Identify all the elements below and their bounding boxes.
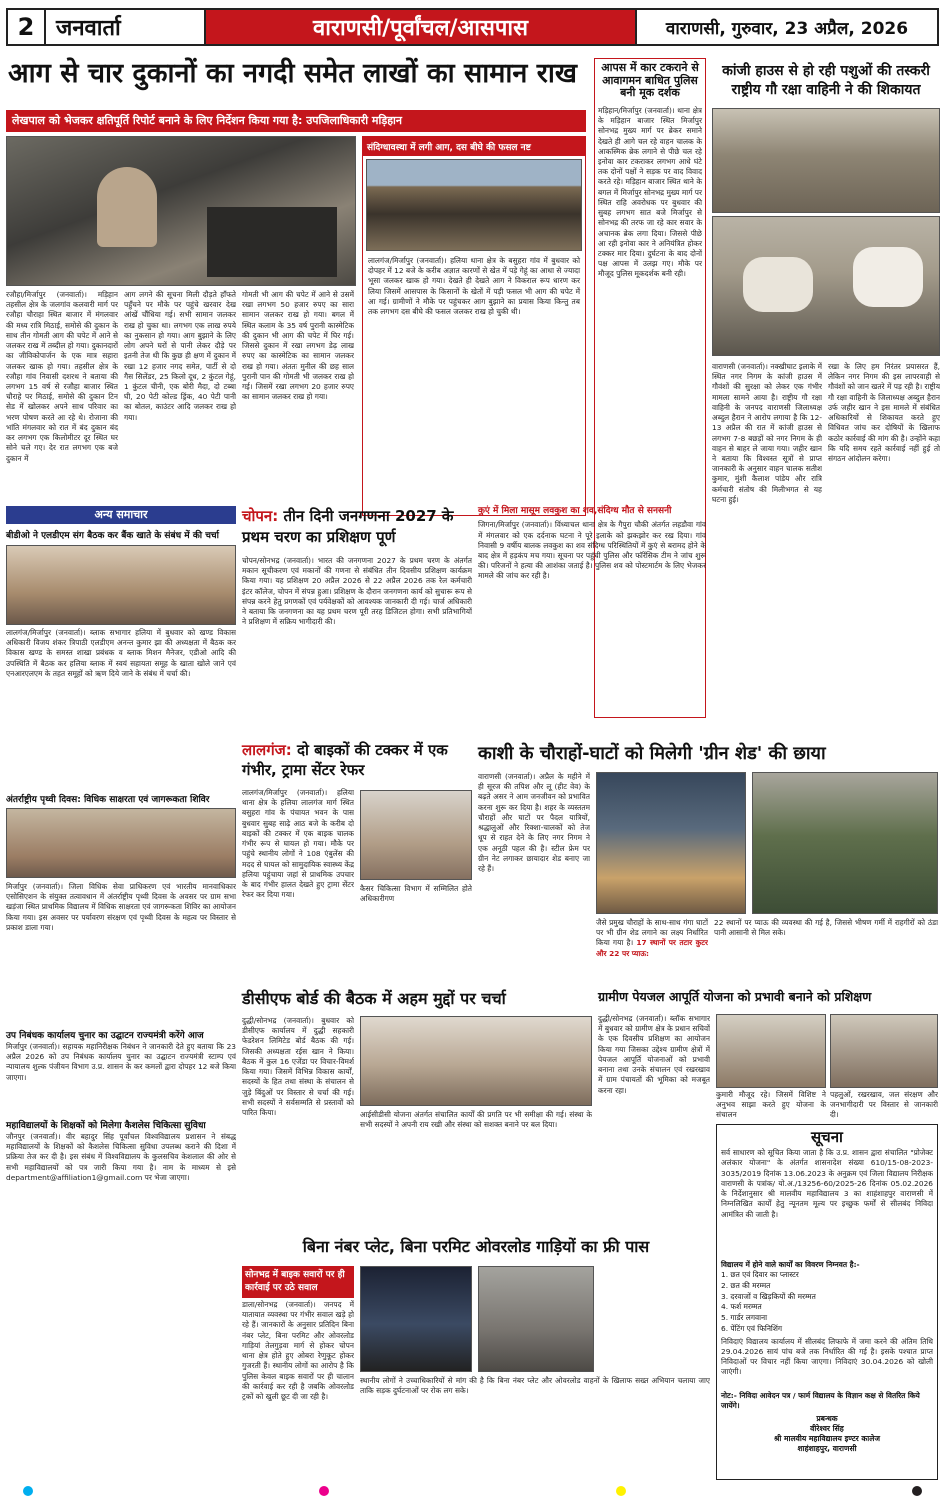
kashi-caption-2: 22 स्थानों पर प्याऊ की व्यवस्था की गई है, जिससे भीषण गर्मी में राहगीरों को ठंडा पानी आसानी से मिल सके। <box>714 918 938 938</box>
notice-text: सर्व साधारण को सूचित किया जाता है कि उ.प्र. शासन द्वारा संचालित "प्रोजेक्ट अलंकार योजना" के अंतर्गत शासनादेश संख्या 610/15-08-2023-3035/2019 दिनांक 13.06.2023 के अनुक्रम एवं जिला विद्यालय निरीक्षक वाराणसी के पत्रांक/ यो.अ./13256-60/2025-26 दिनांक 05.02.2026 के निर्देशानुसार श्री मालवीय महाविद्यालय 3 का शाहंशाहपुर वाराणसी में निम्नलिखित कार्यों हेतु न्यूनतम मूल्य पर इच्छुक फर्मों से सीलबंद निविदा आमंत्रित की जाती है। <box>721 1148 933 1219</box>
notice-text-2: निविदाएं विद्यालय कार्यालय में सीलबंद लिफाफे में जमा करने की अंतिम तिथि 29.04.2026 सायं पांच बजे तक निर्धारित की गई है। इसके पश्चात प्राप्त निविदाओं पर विचार नहीं किया जाएगा। निविदाएं 30.04.2026 को खोली जाएंगी। <box>721 1336 933 1377</box>
lalganj-headline <box>242 740 472 780</box>
dcf-headline: डीसीएफ बोर्ड की बैठक में अहम मुद्दों पर चर्चा <box>242 989 506 1008</box>
car-headline: आपस में कार टकराने से आवागमन बाधित पुलिस बनी मूक दर्शक <box>601 61 699 100</box>
census-headline-accent: चोपन: <box>242 507 279 525</box>
dateline: वाराणसी, गुरुवार, 23 अप्रैल, 2026 <box>665 18 909 39</box>
masthead <box>6 8 939 46</box>
lalganj-headline-rest: दो बाइकों की टक्कर में एक गंभीर, ट्रामा सेंटर रेफर <box>242 741 448 779</box>
other-item-2-title: अंतर्राष्ट्रीय पृथ्वी दिवस: विधिक साक्षरता एवं जागरूकता शिविर <box>6 795 210 805</box>
census-text: चोपन/सोनभद्र (जनवार्ता)। भारत की जनगणना 2027 के प्रथम चरण के अंतर्गत मकान सूचीकरण एवं मकानों की गणना से संबंधित तीन दिवसीय प्रशिक्षण कार्यक्रम किया गया। यह प्रशिक्षण 20 अप्रैल 2026 से 22 अप्रैल 2026 तक रेल कर्मचारी इंटर कॉलेज, चोपन में संपन्न हुआ। प्रशिक्षण के दौरान जनगणना कार्य को सुचारू रूप से संपन्न करने हेतु प्रगणकों एवं पर्यवेक्षकों को आवश्यक जानकारी दी गई। चार्ज अधिकारी ने बताया कि जनगणना का यह प्रथम चरण पूरी तरह डिजिटल होगा। सभी प्रतिभागियों ने प्रशिक्षण में सक्रिय भागीदारी की। <box>242 556 472 627</box>
water-caption-1: कुमारी मौजूद रहे। जिसमें विशिष्ट ने अनुभव साझा करते हुए योजना के संचालन <box>716 1090 826 1120</box>
other-news-bar: अन्य समाचार <box>6 506 236 524</box>
other-item-1-photo <box>6 545 236 625</box>
other-item-2-photo <box>6 808 236 878</box>
water-photo-1 <box>716 1014 826 1088</box>
paper-name: जनवार्ता <box>56 15 121 41</box>
lead-deck: लेखपाल को भेजकर क्षतिपूर्ति रिपोर्ट बनाने के लिए निर्देशन किया गया है: उपजिलाधिकारी मड़िहान <box>6 110 586 132</box>
water-caption-2: पहलुओं, रखरखाव, जल संरक्षण और जनभागीदारी पर विस्तार से जानकारी दी। <box>830 1090 938 1120</box>
kanji-col-1: वाराणसी (जनवार्ता)। नक्खीघाट इलाके में स्थित नगर निगम के कांजी हाउस में गौवंशों की सुरक्षा को लेकर एक गंभीर मामला सामने आया है। राष्ट्रीय गौ रक्षा वाहिनी के जनपद वाराणसी जिलाध्यक्ष अब्दुल हैरान ने आरोप लगाया है कि 12-13 अप्रैल की रात में कांजी हाउस से लगभग 7-8 बछड़ों को नगर निगम के ही वाहन से बाहर ले जाया गया। जहीर खान ने बताया कि विश्वस्त सूत्रों से प्राप्त जानकारी के अनुसार वाहन चालक सतीश कुमार, मुंशी कैलाश पांडेय और रात्रि कर्मचारी संतोष की मिलीभगत से यह घटना हुई। <box>712 362 822 504</box>
kashi-text: वाराणसी (जनवार्ता)। अप्रैल के महीने में ही सूरज की तपिश और लू (हीट वेव) के बढ़ते असर ने आम जनजीवन को प्रभावित करना शुरू कर दिया है। शहर के व्यस्ततम चौराहों और घाटों पर पैदल यात्रियों, श्रद्धालुओं और रिक्शा-चालकों को तेज धूप से राहत देने के लिए नगर निगम ने एक अनूठी पहल की है। स्टील फ्रेम पर ग्रीन नेट लगाकर छायादार शेड बनाए जा रहे हैं। <box>478 772 590 873</box>
well-headline: कुएं में मिला मासूम लवकुश का शव,संदिग्ध मौत से सनसनी <box>478 506 672 516</box>
vehicles-photo-1 <box>360 1266 472 1372</box>
lead-col-2: आग लगने की सूचना मिली दौड़ते हाँफते पहुँचने पर मौके पर पहुंचे खरवार देख आंखें चौंधिया गई। सभी सामान जलकर राख हो चुका था। लगभग एक लाख रुपये का नुकसान हो गया। आग बुझाने के लिए लोग अपने घरों से पानी लेकर दौड़े पर इतनी तेज थी कि कुछ ही क्षण में दुकान में रखा 12 हजार नगद समेत, पार्टी से दो गैस सिलेंडर, 25 किलो दूध, 2 कुंटल गेहूं, 1 कुंटल चीनी, एक बोरी मैदा, दो टब्बा घी, 20 पेटी कोल्ड ड्रिंक, 40 पेटी पानी का बोतल, काउंटर आदि जलकर राख हो गया। <box>124 290 236 422</box>
dcf-text: दुद्धी/सोनभद्र (जनवार्ता)। बुधवार को डीसीएफ कार्यालय में दुद्धी सहकारी फेडरेशन लिमिटेड बोर्ड बैठक की गई। जिसकी अध्यक्षता रईस खान ने किया। बैठक में कुल 16 एजेंडा पर विचार-विमर्श किया गया। जिसमें विभिन्न विकास कार्यों, सदस्यों के हित तथा संस्था के संचालन से जुड़े बिंदुओं पर विस्तार से चर्चा की गई। सभी सदस्यों ने सर्वसम्मति से प्रस्तावों को पारित किया। <box>242 1016 354 1117</box>
lead-col-1: रजौहा/मिर्जापुर (जनवार्ता)। मड़िहान तहसील क्षेत्र के जलगांव कलवारी मार्ग पर रजौहा चौराहा स्थित बाजार में मंगलवार की मध्य रात्रि मिठाई, समोसे की दुकान के साथ तीन गोमती आग की चपेट में आने से जलकर राख में तब्दील हो गया। दुकानदारों का जीविकोपार्जन के एक मात्र सहारा जलकर खाक हो गया। तहसील क्षेत्र के रजौहा गांव निवासी दशरथ ने बताया की लगभग 15 वर्ष से रजौहा बाजार स्थित चौराहे पर मिठाई, समोसे की दुकान टिन सेड में खोलकर अपने साथ परिवार का भरण पोषण करते आ रहे थे। रोजाना की भांति मंगलवार को रात में बंद दुकान बंद कर लगभग एक किलोमीटर दूर स्थित घर सोने चले गए। देर रात लगभग एक बजे दुकान में <box>6 290 118 463</box>
water-headline: ग्रामीण पेयजल आपूर्ति योजना को प्रभावी बनाने को प्रशिक्षण <box>598 989 872 1004</box>
lalganj-photo <box>360 790 472 880</box>
other-item-4-text: जौनपुर (जनवार्ता)। वीर बहादुर सिंह पूर्वांचल विश्वविद्यालय प्रशासन ने संबद्ध महाविद्यालयों के शिक्षकों को कैशलेस चिकित्सा सुविधा उपलब्ध कराने की दिशा में प्रक्रिया तेज कर दी है। इस संबंध में विश्वविद्यालय के कुलसचिव केशलाल की ओर से सभी महाविद्यालयों को पत्र जारी किया गया है। नाम के माध्यम से इसे department@affiliation1@gmail.com पर भेजा जाएगा। <box>6 1132 236 1182</box>
vehicles-text: डाला/सोनभद्र (जनवार्ता)। जनपद में यातायात व्यवस्था पर गंभीर सवाल खड़े हो रहे हैं। जानकारों के अनुसार प्रतिदिन बिना नंबर प्लेट, बिना परमिट और ओवरलोड गाड़ियां तेलगुड़वा मार्ग से होकर चोपन थाना क्षेत्र होते हुए ओबरा रेणुकूट होकर गुजरती हैं। स्थानीय लोगों का आरोप है कि पुलिस केवल बाइक सवारों पर ही चालान की कार्रवाई कर रही है जबकि ओवरलोड ट्रकों को खुली छूट दी जा रही है। <box>242 1300 354 1401</box>
kanji-photo-1 <box>712 108 940 213</box>
kashi-caption-1-red: 17 स्थानों पर तटार कुटर और 22 पर प्याऊ: <box>596 938 708 958</box>
color-dot <box>319 1486 329 1496</box>
dcf-photo <box>360 1016 592 1106</box>
kanji-photo-2 <box>712 216 940 356</box>
kanji-headline: कांजी हाउस से हो रही पशुओं की तस्करी राष्ट्रीय गौ रक्षा वाहिनी ने की शिकायत <box>722 63 930 98</box>
census-headline <box>242 506 472 548</box>
fire-sidebox <box>362 136 586 516</box>
sidebox-text: लालगंज/मिर्जापुर (जनवार्ता)। हलिया थाना क्षेत्र के बसुहरा गांव में बुधवार को दोपहर में 12 बजे के करीब अज्ञात कारणों से खेत में पड़े गेहूं का आधा से ज्यादा भूसा जलकर खाक हो गया। देखते ही देखते आग ने विकराल रूप धारण कर लिया जिसमें आसपास के किसानों के खेतों में पड़ी फसल भी आग की चपेट में आ गई। ग्रामीणों ने मौके पर पहुंचकर आग बुझाने का प्रयास किया किन्तु तब तक लगभग दस बीघे की फसल जलकर राख हो चुकी थी। <box>368 256 580 317</box>
notice-sign-name: वीरेश्वर सिंह <box>810 1423 844 1433</box>
well-story <box>478 506 706 734</box>
lalganj-headline-accent: लालगंज: <box>242 741 292 759</box>
lead-col-3: गोमती भी आग की चपेट में आने से उसमें रखा लगभग 50 हजार रुपए का सारा सामान जलकर राख हो गया। बगल में स्थित कलाम के 35 वर्ष पुरानी कास्मेटिक की दुकान भी आग की चपेट में घिर गई। जिससे दुकान में रखा लगभग डेढ़ लाख रुपए का कास्मेटिक का सामान जलकर राख हो गया। अंततः मुनील की छह साल पुरानी पान की गोमती भी जलकर राख हो गई। जिसमें रखा लगभग 20 हजार रुपए का सामान जलकर राख हो गया। <box>242 290 354 402</box>
kashi-headline: काशी के चौराहों-घाटों को मिलेगी 'ग्रीन शेड' की छाया <box>478 743 826 764</box>
sidebox-title: संदिग्धावस्था में लगी आग, दस बीघे की फसल नष्ट <box>363 137 585 156</box>
page-number: 2 <box>8 10 46 44</box>
notice-list-item: 1. छत एवं दिवार का प्लास्टर <box>721 1270 799 1280</box>
water-photo-2 <box>830 1014 938 1088</box>
sidebox-photo <box>366 159 582 251</box>
notice-title: सूचना <box>811 1128 843 1146</box>
other-item-2-text: मिर्जापुर (जनवार्ता)। जिला विधिक सेवा प्राधिकरण एवं भारतीय मानवाधिकार एसोसिएशन के संयुक्त तत्वावधान में अंतर्राष्ट्रीय पृथ्वी दिवस के अवसर पर ग्राम सभा खड़ंजा स्थित प्राथमिक विद्यालय में विधिक साक्षरता एवं जागरूकता शिविर का आयोजन किया गया। इस अवसर पर पर्यावरण संरक्षण एवं पृथ्वी दिवस के महत्व पर विस्तार से प्रकाश डाला गया। <box>6 882 236 932</box>
vehicles-subhead: सोनभद्र में बाइक सवारों पर ही कार्रवाई पर उठे सवाल <box>242 1266 354 1298</box>
notice-note: नोट:- निविदा आवेदन पत्र / फार्म विद्यालय के विज्ञान कक्ष से वितरित किये जायेंगे। <box>721 1390 920 1410</box>
notice-sign-place: शाहंशाहपुर, वाराणसी <box>797 1444 857 1454</box>
print-color-strip <box>20 1486 925 1498</box>
kashi-photo-1 <box>596 772 746 914</box>
kashi-photo-2 <box>752 772 938 914</box>
other-item-3-title: उप निबंधक कार्यालय चुनार का उद्घाटन राज्यमंत्री करेंगे आज <box>6 1031 204 1041</box>
kashi-caption-1-text: जैसे प्रमुख चौराहों के साथ-साथ गंगा घाटों पर भी ग्रीन शेड लगाने का लक्ष्य निर्धारित किया गया है। <box>596 918 708 948</box>
lead-headline: आग से चार दुकानों का नगदी समेत लाखों का सामान राख <box>8 58 577 89</box>
notice-list-item: 4. फर्श मरम्मत <box>721 1302 762 1312</box>
kashi-caption-1 <box>596 918 708 978</box>
notice-signature <box>721 1414 933 1455</box>
lead-photo <box>6 136 356 286</box>
notice-list-item: 5. गार्डर लगवाना <box>721 1313 768 1323</box>
notice-sign-role: प्रबन्धक <box>816 1413 838 1423</box>
other-item-4-title: महाविद्यालयों के शिक्षकों को मिलेगा कैशलेस चिकित्सा सुविधा <box>6 1121 206 1131</box>
other-item-1-title: बीडीओ ने एलडीएम संग बैठक कर बैंक खाते के संबंध में की चर्चा <box>6 531 219 541</box>
well-text: जिगना/मिर्जापुर (जनवार्ता)। विंध्याचल थाना क्षेत्र के गैपुरा चौकी अंतर्गत लहडौवा गांव में मंगलवार को एक दर्दनाक घटना ने पूरे इलाके को झकझोर कर रख दिया। गांव निवासी 9 वर्षीय बालक लवकुश का शव संदिग्ध परिस्थितियों में कुएं से बरामद होने के बाद क्षेत्र में हड़कंप मच गया। सूचना पर पहुंची पुलिस और फॉरेंसिक टीम ने जांच शुरू की। परिजनों ने हत्या की आशंका जताई है। पुलिस शव को पोस्टमार्टम के लिए भेजकर मामले की जांच कर रही है। <box>478 520 706 581</box>
other-item-3-text: मिर्जापुर (जनवार्ता)। सहायक महानिरीक्षक निबंधन ने जानकारी देते हुए बताया कि 23 अप्रैल 2026 को उप निबंधक कार्यालय चुनार का उद्घाटन राज्यमंत्री स्टाम्प एवं न्यायालय शुल्क पंजीयन विभाग उ.प्र. शासन के कर कमलों द्वारा दोपहर 12 बजे किया जाएगा। <box>6 1042 236 1082</box>
lalganj-text: लालगंज/मिर्जापुर (जनवार्ता)। हलिया थाना क्षेत्र के हलिया लालगंज मार्ग स्थित बसुहरा गांव के पंचायत भवन के पास बुधवार सुबह साढ़े आठ बजे के करीब दो बाइकों की टक्कर में एक बाइक चालक गंभीर रूप से घायल हो गया। मौके पर पहुंचे स्थानीय लोगों ने 108 एंबुलेंस की मदद से घायल को सामुदायिक स्वास्थ्य केंद्र हलिया पहुंचाया जहां से प्राथमिक उपचार के बाद गंभीर हालत देखते हुए ट्रामा सेंटर रेफर कर दिया गया। <box>242 788 354 900</box>
water-text: दुद्धी/सोनभद्र (जनवार्ता)। ब्लॉक सभागार में बुधवार को ग्रामीण क्षेत्र के प्रधान सचिवों के एक दिवसीय प्रशिक्षण का आयोजन किया गया जिसका उद्देश्य ग्रामीण क्षेत्रों में पेयजल आपूर्ति योजनाओं को प्रभावी बनाना तथा उनके संचालन एवं रखरखाव में ग्राम पंचायतों की भूमिका को मजबूत करना रहा। <box>598 1014 710 1095</box>
notice-list-item: 3. दरवाजों व खिड़कियों की मरम्मत <box>721 1291 816 1301</box>
color-dot <box>23 1486 33 1496</box>
notice-list-item: 2. छत की मरम्मत <box>721 1280 771 1290</box>
notice-list-title: विद्यालय में होने वाले कार्यों का विवरण निम्नवत है:- <box>721 1260 860 1270</box>
notice-box <box>716 1124 938 1480</box>
dcf-text-2: आईसीडीसी योजना अंतर्गत संचालित कार्यों की प्रगति पर भी समीक्षा की गई। संस्था के सभी सदस्यों ने अपनी राय रखी और संस्था को सशक्त बनाने पर बल दिया। <box>360 1110 592 1130</box>
vehicles-photo-2 <box>478 1266 594 1372</box>
lalganj-caption: कैसर चिकित्सा विभाग में सम्मिलित होते अधिकारीगण <box>360 884 472 904</box>
kanji-col-2: रखा के लिए हम निरंतर प्रयासरत हैं, लेकिन नगर निगम की इस लापरवाही से गौवंशों को जान खतरे में पड़ रही है। राष्ट्रीय गौ रक्षा वाहिनी के जिलाध्यक्ष अब्दुल हैरान उर्फ जहीर खान ने इस मामले में संबंधित अधिकारियों से शिकायत करते हुए विधिवत जांच कर दोषियों के खिलाफ कठोर कार्रवाई की मांग की है। उन्होंने कहा कि यदि समय रहते कार्रवाई नहीं हुई तो संगठन आंदोलन करेगा। <box>828 362 940 463</box>
vehicles-headline: बिना नंबर प्लेट, बिना परमिट ओवरलोड गाड़ियों का फ्री पास <box>302 1237 650 1256</box>
notice-list <box>721 1270 933 1334</box>
other-item-1-text: लालगंज/मिर्जापुर (जनवार्ता)। ब्लाक सभागार हलिया में बुधवार को खण्ड विकास अधिकारी विजय शंकर त्रिपाठी एलडीएम अनन्त कुमार झा की अध्यक्षता में बैठक कर विकास खण्ड के समस्त शाखा प्रबंधक व ब्लाक मिशन मैनेजर, एडीओ आदि की उपस्थिति में बैठक कर हलिया ब्लाक में स्वयं सहायता समूह के खाता खोले जाने एवं एनआरएलएम के तहत समूहों को ऋण दिये जाने के संबंध में चर्चा की। <box>6 628 236 678</box>
vehicles-text-2: स्थानीय लोगों ने उच्चाधिकारियों से मांग की है कि बिना नंबर प्लेट और ओवरलोड वाहनों के खिलाफ सख्त अभियान चलाया जाए ताकि सड़क दुर्घटनाओं पर रोक लग सके। <box>360 1376 710 1396</box>
census-headline-rest: तीन दिनी जनगणना 2027 के प्रथम चरण का प्रशिक्षण पूर्ण <box>242 507 454 546</box>
notice-list-item: 6. पेंटिंग एवं फिनिशिंग <box>721 1323 783 1333</box>
car-text: मड़िहान/मिर्जापुर (जनवार्ता)। थाना क्षेत्र के मड़िहान बाजार स्थित मिर्जापुर सोनभद्र मुख्य मार्ग पर ब्रेकर समाने देखते ही आगे चल रहे वाहन चालक के आकस्मिक ब्रेक लगाने से पीछे चल रहे इनोवा कार टकराकर लगभग आधे घंटे तक दोनों पक्षों ने सड़क पर वाद विवाद करते रहे। मड़िहान बाजार स्थित थाने के बगल में मिर्जापुर सोनभद्र मुख्य मार्ग पर स्थित राहि अवरोधक पर बुधवार की सुबह लगभग सात बजे मिर्जापुर से सोनभद्र की तरफ जा रहे कार सवार के अचानक ब्रेक लगा दिया। जिससे पीछे आ रही इनोवा कार ने अनियंत्रित होकर टक्कर मार दिया। दुर्घटना के बाद दोनों पक्ष आपस में उलझ गए। मौके पर मौजूद पुलिस मूकदर्शक बनी रही। <box>598 105 702 279</box>
section-title: वाराणसी/पूर्वांचल/आसपास <box>204 10 637 44</box>
notice-sign-org: श्री मालवीय महाविद्यालय इण्टर कालेज <box>774 1434 880 1444</box>
color-dot <box>616 1486 626 1496</box>
color-dot <box>912 1486 922 1496</box>
